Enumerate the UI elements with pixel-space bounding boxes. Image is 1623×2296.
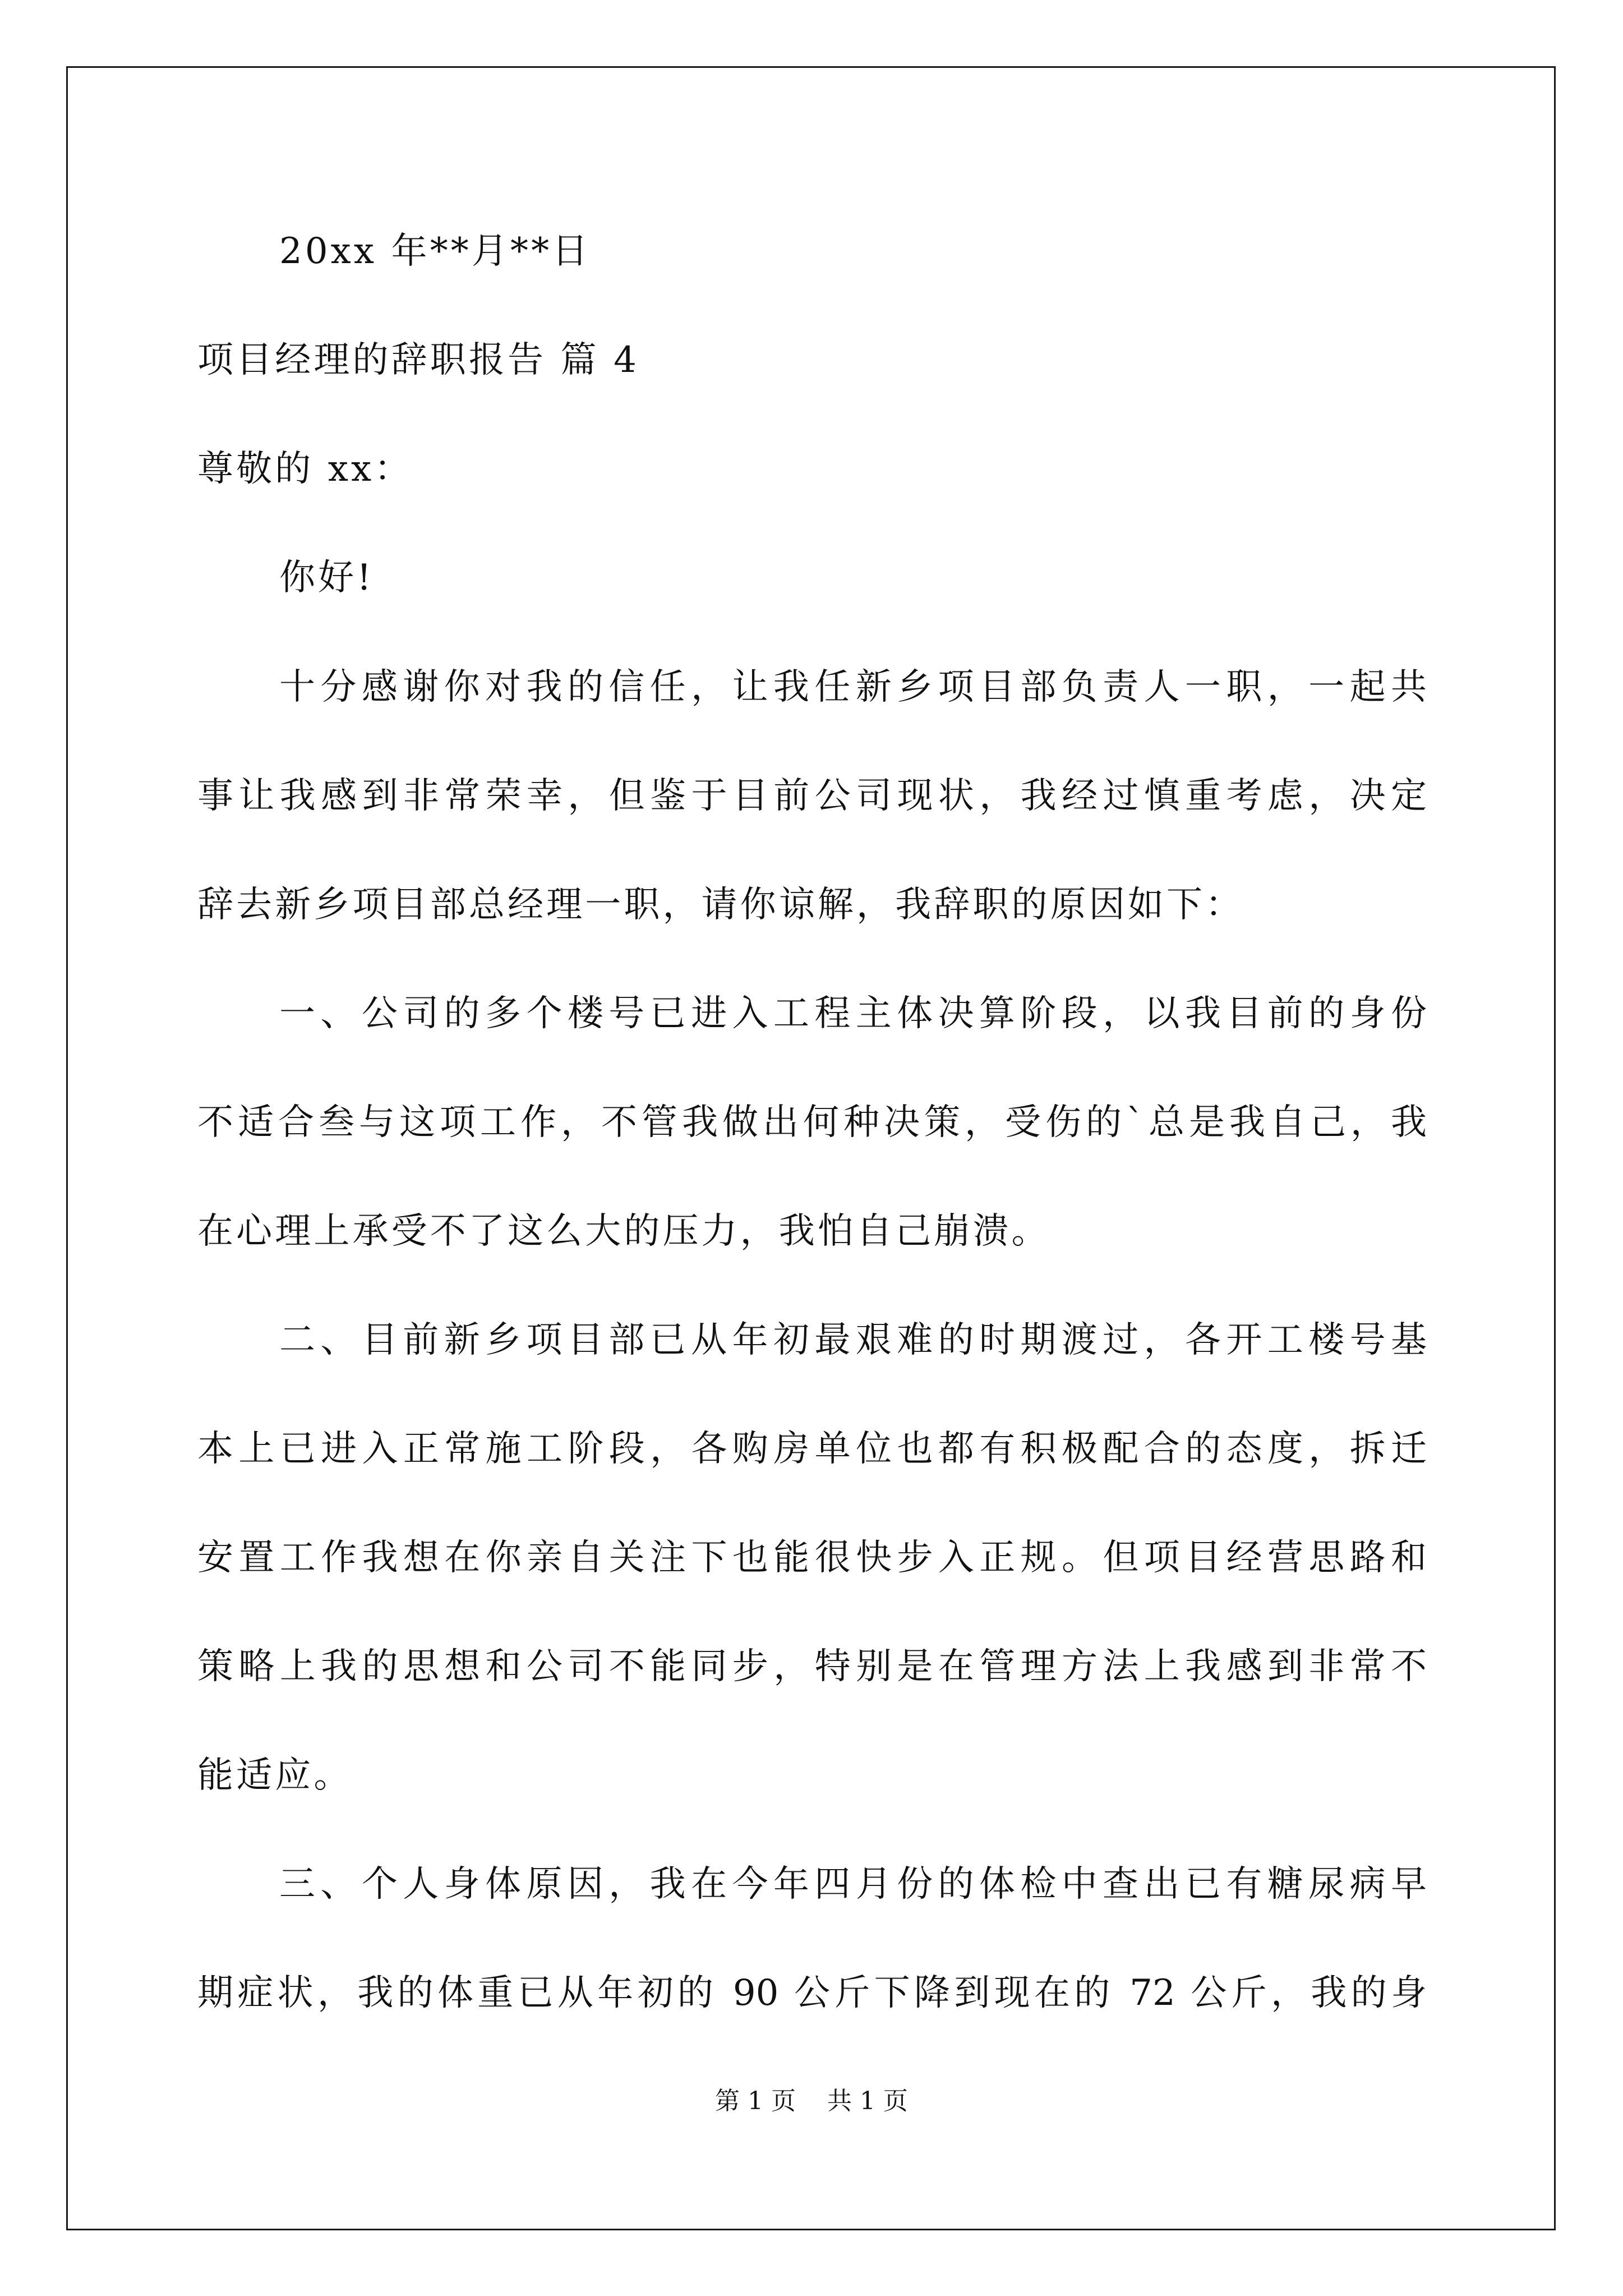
date-line: 20xx 年**月**日 [279, 231, 591, 272]
paragraph-3-line-2: 本上已进入正常施工阶段，各购房单位也都有积极配合的态度，拆迁 [197, 1428, 1427, 1470]
page-number-footer: 第 1 页 共 1 页 [715, 2087, 908, 2115]
paragraph-1-line-3: 辞去新乡项目部总经理一职，请你谅解，我辞职的原因如下： [197, 884, 1244, 926]
paragraph-2-line-2: 不适合叁与这项工作，不管我做出何种决策，受伤的`总是我自己，我 [197, 1102, 1427, 1143]
paragraph-3-line-1: 二、目前新乡项目部已从年初最艰难的时期渡过，各开工楼号基 [279, 1319, 1427, 1361]
salutation: 尊敬的 xx： [197, 448, 413, 490]
greeting: 你好! [279, 557, 375, 599]
document-title: 项目经理的辞职报告 篇 4 [197, 339, 639, 381]
paragraph-1-line-2: 事让我感到非常荣幸，但鉴于目前公司现状，我经过慎重考虑，决定 [197, 775, 1427, 817]
paragraph-4-line-2: 期症状，我的体重已从年初的 90 公斤下降到现在的 72 公斤，我的身 [197, 1972, 1427, 2014]
paragraph-3-line-4: 策略上我的思想和公司不能同步，特别是在管理方法上我感到非常不 [197, 1646, 1427, 1687]
paragraph-3-line-5: 能适应。 [197, 1755, 353, 1796]
paragraph-1-line-1: 十分感谢你对我的信任，让我任新乡项目部负责人一职，一起共 [279, 666, 1427, 708]
paragraph-2-line-1: 一、公司的多个楼号已进入工程主体决算阶段，以我目前的身份 [279, 993, 1427, 1034]
paragraph-2-line-3: 在心理上承受不了这么大的压力，我怕自己崩溃。 [197, 1211, 1050, 1252]
paragraph-4-line-1: 三、个人身体原因，我在今年四月份的体检中查出已有糖尿病早 [279, 1864, 1427, 1905]
paragraph-3-line-3: 安置工作我想在你亲自关注下也能很快步入正规。但项目经营思路和 [197, 1537, 1427, 1579]
